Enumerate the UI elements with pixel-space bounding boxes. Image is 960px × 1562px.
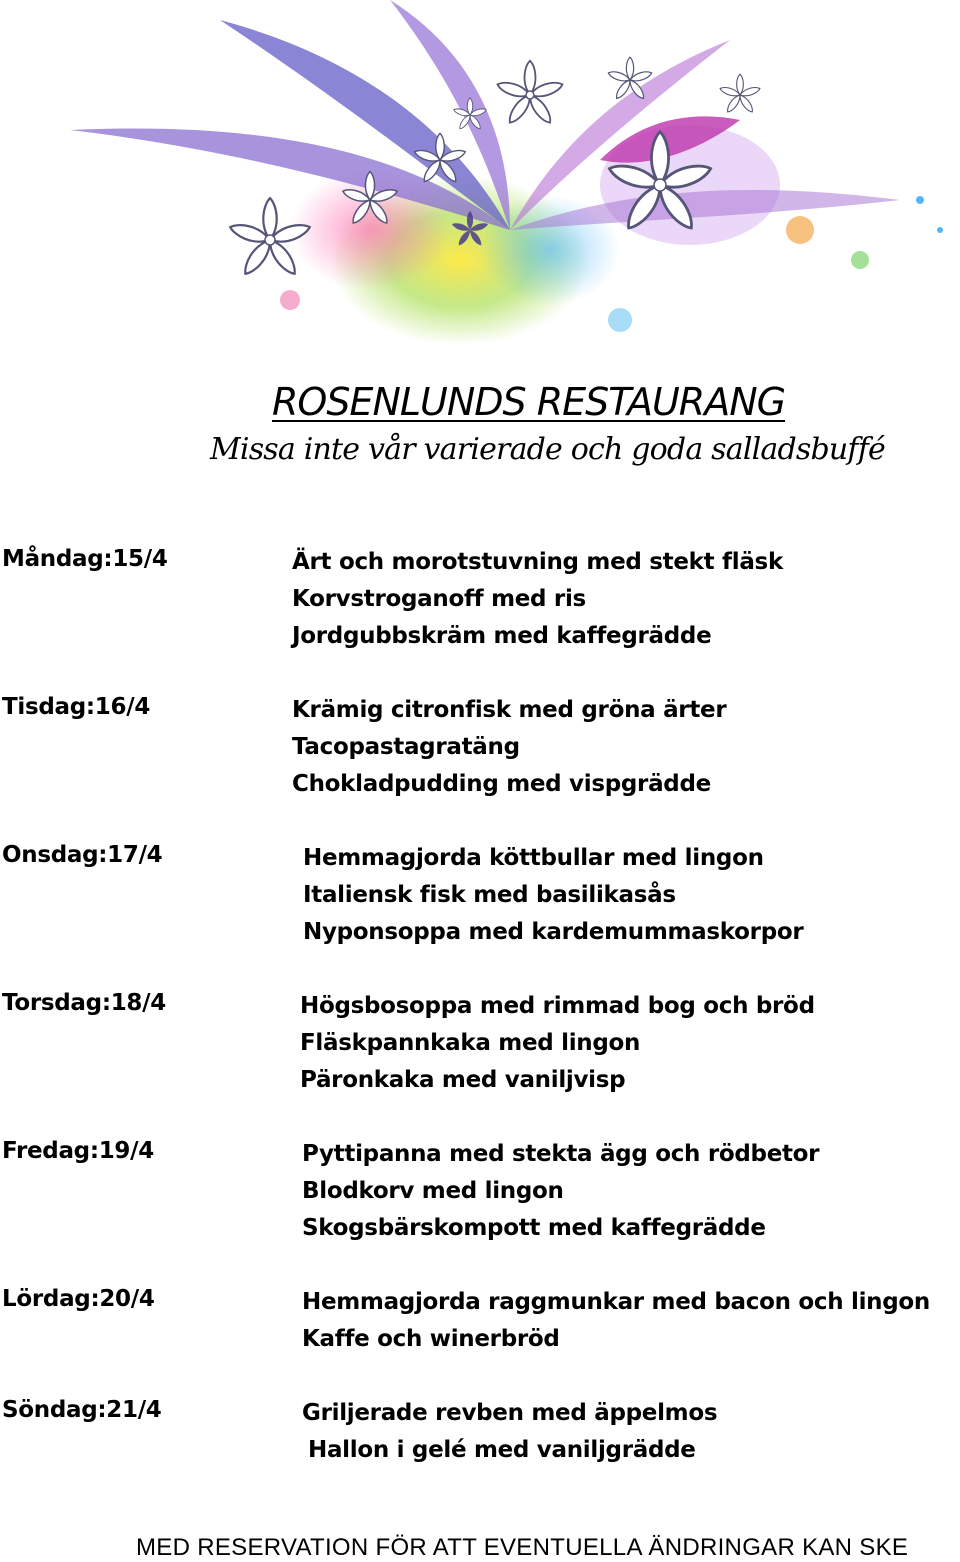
day-label-saturday: Lördag:20/4: [2, 1286, 155, 1312]
dish-item: Italiensk fisk med basilikasås: [303, 882, 676, 908]
page-title: ROSENLUNDS RESTAURANG: [272, 380, 786, 424]
dish-item: Kaffe och winerbröd: [302, 1326, 560, 1352]
reservation-notice: MED RESERVATION FÖR ATT EVENTUELLA ÄNDRINGAR KAN SKE: [136, 1534, 909, 1561]
dish-item: Skogsbärskompott med kaffegrädde: [302, 1215, 766, 1241]
dish-item: Pyttipanna med stekta ägg och rödbetor: [302, 1141, 820, 1167]
dish-item: Hallon i gelé med vaniljgrädde: [308, 1437, 696, 1463]
dish-item: Högsbosoppa med rimmad bog och bröd: [300, 993, 815, 1019]
dishes-saturday: [302, 1284, 930, 1358]
dishes-friday: [302, 1136, 819, 1247]
dish-item: Hemmagjorda köttbullar med lingon: [303, 845, 764, 871]
page-subtitle: Missa inte vår varierade och goda salladsbuffé: [210, 432, 885, 467]
dishes-monday: [292, 544, 783, 655]
day-label-monday: Måndag:15/4: [2, 546, 168, 572]
dish-item: Tacopastagratäng: [292, 734, 520, 760]
day-label-tuesday: Tisdag:16/4: [2, 694, 151, 720]
dish-item: Krämig citronfisk med gröna ärter: [292, 697, 727, 723]
day-label-friday: Fredag:19/4: [2, 1138, 154, 1164]
day-label-sunday: Söndag:21/4: [2, 1397, 162, 1423]
dish-item: Korvstroganoff med ris: [292, 586, 586, 612]
dish-item: Päronkaka med vaniljvisp: [300, 1067, 626, 1093]
dish-item: Fläskpannkaka med lingon: [300, 1030, 641, 1056]
dish-item: Ärt och morotstuvning med stekt fläsk: [292, 549, 783, 575]
dish-item: Jordgubbskräm med kaffegrädde: [292, 623, 712, 649]
dishes-thursday: [300, 988, 815, 1099]
dish-item: Nyponsoppa med kardemummaskorpor: [303, 919, 804, 945]
dish-item: Blodkorv med lingon: [302, 1178, 564, 1204]
dishes-sunday: [302, 1395, 717, 1469]
dishes-wednesday: [303, 840, 803, 951]
floral-illustration: [40, 0, 960, 350]
dishes-tuesday: [292, 692, 726, 803]
dish-item: Chokladpudding med vispgrädde: [292, 771, 711, 797]
day-label-thursday: Torsdag:18/4: [2, 990, 166, 1016]
day-label-wednesday: Onsdag:17/4: [2, 842, 163, 868]
dish-item: Hemmagjorda raggmunkar med bacon och lingon: [302, 1289, 930, 1315]
dish-item: Griljerade revben med äppelmos: [302, 1400, 718, 1426]
